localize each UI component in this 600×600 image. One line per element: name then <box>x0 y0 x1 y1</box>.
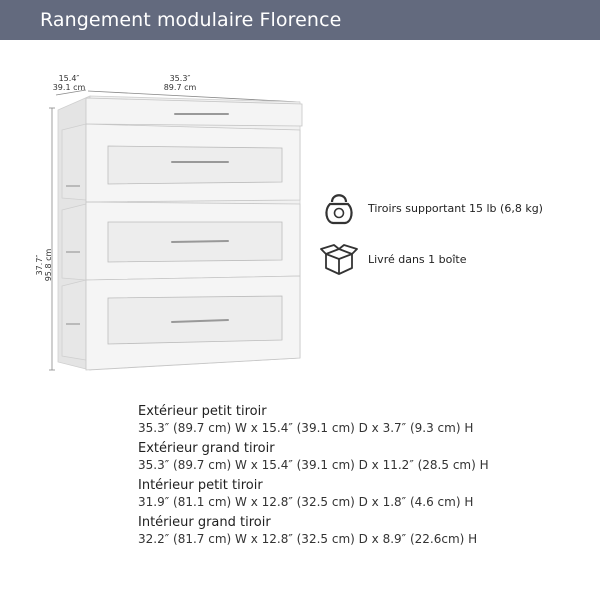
spec-dimensions: 31.9″ (81.1 cm) W x 12.8″ (32.5 cm) D x 1.8″ (4.6 cm) H <box>138 495 474 509</box>
spec-dimensions: 35.3″ (89.7 cm) W x 15.4″ (39.1 cm) D x 3.7″ (9.3 cm) H <box>138 421 474 435</box>
header-bar <box>0 0 600 40</box>
kettlebell-icon <box>322 190 356 226</box>
product-illustration <box>0 40 600 400</box>
feature-package-text: Livré dans 1 boîte <box>368 252 467 266</box>
width-dimension-label: 35.3″ 89.7 cm <box>163 74 197 92</box>
spec-title: Extérieur grand tiroir <box>138 441 275 456</box>
spec-exterior-large-drawer <box>138 441 578 473</box>
depth-dimension-label: 15.4″ 39.1 cm <box>52 74 86 92</box>
specs-list <box>138 404 578 552</box>
spec-dimensions: 32.2″ (81.7 cm) W x 12.8″ (32.5 cm) D x 8.9″ (22.6cm) H <box>138 532 478 546</box>
spec-title: Extérieur petit tiroir <box>138 404 267 419</box>
spec-exterior-small-drawer <box>138 404 578 436</box>
spec-dimensions: 35.3″ (89.7 cm) W x 15.4″ (39.1 cm) D x 11.2″ (28.5 cm) H <box>138 458 489 472</box>
page-title: Rangement modulaire Florence <box>40 9 342 31</box>
drawer-2 <box>62 124 300 202</box>
spec-title: Intérieur petit tiroir <box>138 478 263 493</box>
spec-interior-small-drawer <box>138 478 578 510</box>
feature-package <box>320 242 467 276</box>
drawer-4 <box>62 276 300 370</box>
spec-interior-large-drawer <box>138 515 578 547</box>
box-icon <box>320 242 358 276</box>
feature-weight-text: Tiroirs supportant 15 lb (6,8 kg) <box>368 201 543 215</box>
spec-title: Intérieur grand tiroir <box>138 515 271 530</box>
drawer-3 <box>62 202 300 280</box>
feature-weight <box>322 190 543 226</box>
height-dimension-label: 37.7″ 95.8 cm <box>35 248 53 282</box>
